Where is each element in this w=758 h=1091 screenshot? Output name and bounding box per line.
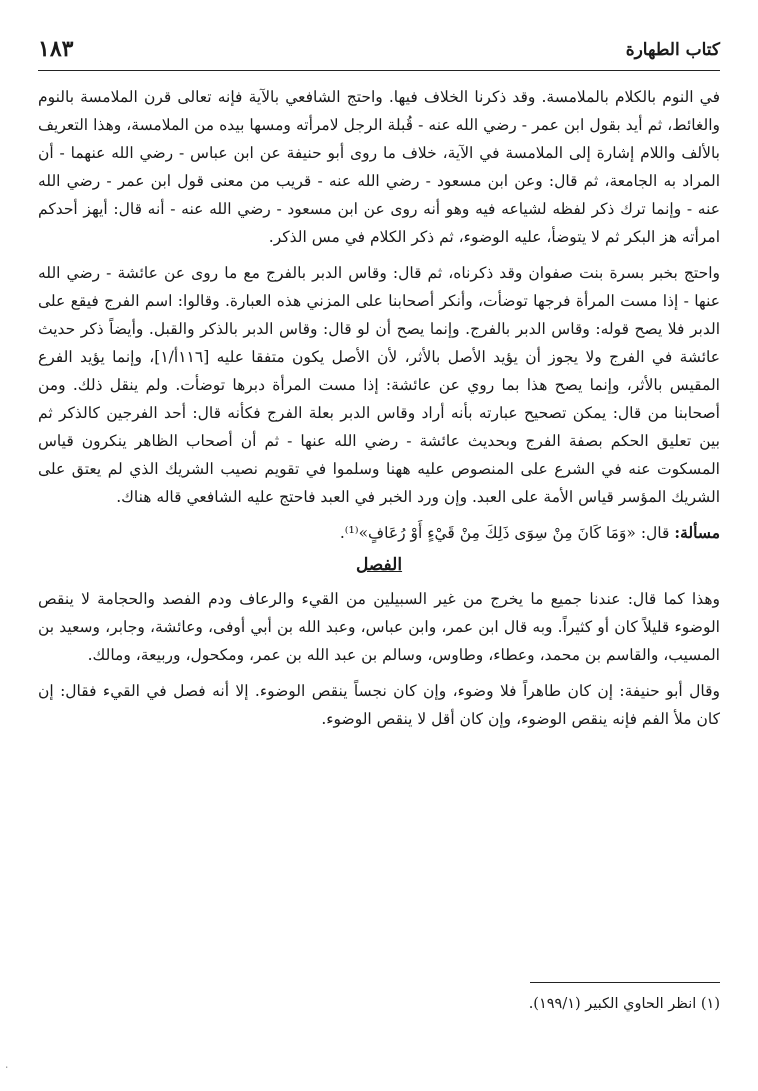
paragraph-1: في النوم بالكلام بالملامسة. وقد ذكرنا الخلاف فيها. واحتج الشافعي بالآية فإنه تعالى قرن الملامسة بالنوم والغائط، ثم أيد بقول ابن عمر - رضي الله عنه - قُبلة الرجل لامرأته ومسها بيده من الملامسة، وهذا التعريف بالألف واللام إشارة إلى الملامسة في الآية، خلاف ما روى أبو حنيفة عن ابن عباس - رضي الله عنهما - أن المراد به الجامعة، ثم قال: وعن ابن مسعود - رضي الله عنه - قريب من معنى قول ابن عمر - رضي الله عنه - وإنما ترك ذكر لفظه لشياعه فيه وهو أنه روى عن ابن مسعود - رضي الله عنه - أنه قال: أيهز أحدكم امرأته هز البكر ثم لا يتوضأ، عليه الوضوء، ثم ذكر الكلام في مس الذكر. bbox=[38, 88, 720, 246]
footnote-divider bbox=[530, 982, 720, 983]
masala-label: مسألة: bbox=[674, 523, 720, 542]
page bbox=[38, 30, 720, 1012]
paragraph-2: واحتج بخبر بسرة بنت صفوان وقد ذكرناه، ثم قال: وقاس الدبر بالفرج مع ما روى عن عائشة - رضي الله عنها - إذا مست المرأة فرجها توضأت، وأنكر أصحابنا على المزني هذه العبارة. وقالوا: اسم الفرج فيقع على الدبر فلا يصح قوله: وقاس الدبر بالفرج. وإنما يصح أن لو قال: وقاس الدبر بالذكر والقبل. وأيضاً ذكر حديث عائشة في الفرج ولا يجوز أن يؤيد الأصل بالأثر، لأن الأصل يكون متفقا عليه [١١٦أ/١]، وإنما يؤيد الفرع المقيس بالأثر، وإنما يصح هذا بما روي عن عائشة: إذا مست المرأة دبرها توضأت. ولم ينقل ذلك. ومن أصحابنا من قال: يمكن تصحيح عبارته بأنه أراد وقاس الدبر بعلة الفرج فكأنه قال: أحد الفرجين كالذكر ثم بين تعليق الحكم بصفة الفرج وبحديث عائشة - رضي الله عنها - ثم أن أصحاب الظاهر ينكرون قياس المسكوت عنه في الشرع على المنصوص عليه ههنا وسلموا في تقويم نصيب الشريك الذي لم يعتق على الشريك المؤسر قياس الأمة على العبد. وإن ورد الخبر في العبد فاحتج عليه الشافعي قاله هناك. bbox=[38, 264, 720, 506]
page-header bbox=[38, 30, 720, 71]
section-paragraph-2: وقال أبو حنيفة: إن كان طاهراً فلا وضوء، وإن كان نجساً ينقص الوضوء. إلا أنه فصل في القيء فقال: إن كان ملأ الفم فإنه ينقص الوضوء، وإن كان أقل لا ينقص الوضوء. bbox=[38, 682, 720, 728]
section-paragraph-1: وهذا كما قال: عندنا جميع ما يخرج من غير السبيلين من القيء والرعاف ودم الفصد والحجامة لا ينقص الوضوء قليلاً كان أو كثيراً. وبه قال ابن عمر، وابن عباس، وعبد الله بن أبي أوفى، وعائشة، وجابر، وسعيد بن المسيب، والقاسم بن محمد، وعطاء، وطاوس، وسالم بن عبد الله بن عمر، ومكحول، وربيعة، ومالك. bbox=[38, 590, 720, 664]
footnotes bbox=[38, 982, 720, 1015]
page-content bbox=[38, 83, 720, 733]
masala-text: قال: «وَمَا كَانَ مِنْ سِوَى ذَلِكَ مِنْ قَيْءٍ أَوْ رُعَافٍ»⁽¹⁾. bbox=[339, 524, 670, 542]
section-title: الفصل bbox=[355, 555, 403, 575]
footnote-1: (١) انظر الحاوي الكبير (١٩٩/١). bbox=[528, 996, 720, 1012]
masala bbox=[38, 519, 720, 547]
margin-mark: ٠ bbox=[4, 1062, 10, 1073]
book-title: كتاب الطهارة bbox=[625, 40, 720, 60]
page-number: ١٨٣ bbox=[38, 36, 74, 62]
